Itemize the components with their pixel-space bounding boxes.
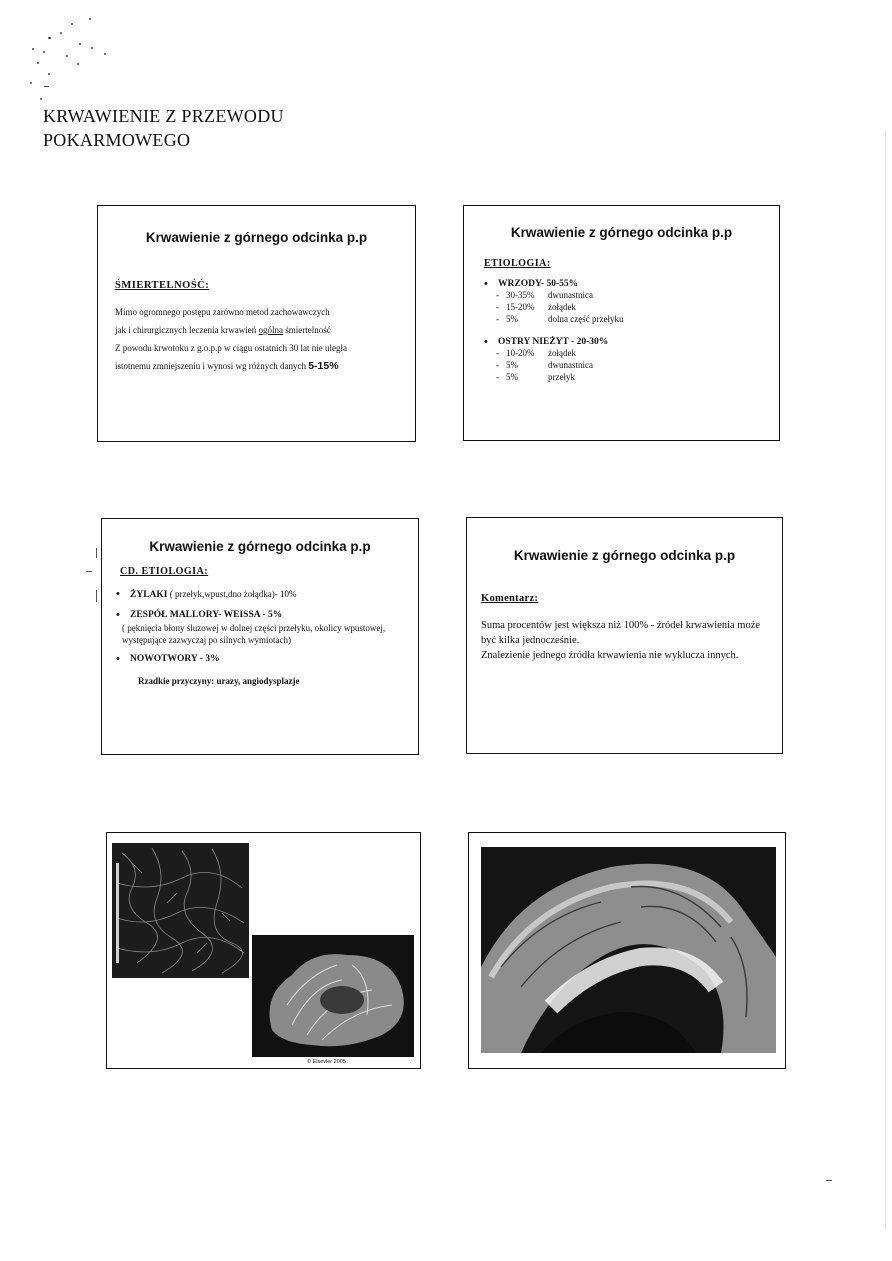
slide-mortality — [97, 205, 416, 442]
stomach-specimen-image — [252, 935, 414, 1057]
list-item-mallory-weiss: • ZESPÓŁ MALLORY- WEISSA - 5% — [116, 610, 408, 620]
scan-edge-line — [885, 130, 886, 1230]
item-percent: 30-35% — [506, 290, 535, 300]
scan-tick — [96, 548, 97, 558]
item-text: żołądek — [548, 348, 576, 358]
underlined-word: ogólna — [258, 325, 284, 335]
item-percent: 5% — [506, 372, 518, 382]
item-percent: 5% — [506, 360, 518, 370]
slide-body — [115, 303, 415, 375]
item-label: ŻYLAKI — [130, 590, 168, 600]
body-line: Z powodu krwotoku z g.o.p.p w ciągu ostatnich 30 lat nie uległa — [115, 343, 347, 353]
slide-etiology-continued — [101, 518, 419, 755]
comment-paragraph: Znalezienie jednego źródła krwawienia nie wyklucza innych. — [481, 650, 739, 661]
item-percent: 10-20% — [506, 348, 535, 358]
scan-speck — [86, 571, 92, 572]
item-text: dwunastnica — [548, 290, 593, 300]
esophagus-section-image — [481, 847, 776, 1053]
slide-comment — [466, 517, 783, 754]
item-percent: 15-20% — [506, 302, 535, 312]
esophagus-section-photo — [481, 847, 776, 1053]
list-item: - 15-20% żołądek — [496, 302, 576, 312]
list-item: - 10-20% żołądek — [496, 348, 576, 358]
item-percent: 5% — [506, 314, 518, 324]
section-heading: ETIOLOGIA: — [484, 258, 551, 269]
group-label: • WRZODY- 50-55% — [484, 279, 779, 289]
item-text: dwunastnica — [548, 360, 593, 370]
section-heading: CD. ETIOLOGIA: — [120, 566, 209, 577]
item-rest: ( przełyk,wpust,dno żołądka)- 10% — [167, 589, 297, 599]
item-text: żołądek — [548, 302, 576, 312]
mucosa-texture-image — [112, 843, 249, 978]
slide-title: Krwawienie z górnego odcinka p.p — [149, 539, 371, 554]
specimen-photo-1 — [112, 843, 249, 978]
slide-specimen-images — [106, 832, 421, 1069]
item-text: przełyk — [548, 372, 575, 382]
comment-body — [481, 618, 768, 663]
mallory-weiss-note: ( pęknięcia błony śluzowej w dolnej części przełyku, okolicy wpustowej, występujące zazwyczaj po silnych wymiotach) — [122, 623, 386, 645]
document-title-line-2: POKARMOWEGO — [43, 130, 191, 150]
list-item: - 5% dwunastnica — [496, 360, 593, 370]
slide-etiology — [463, 205, 780, 441]
etiology-list — [116, 589, 408, 686]
list-item-varices — [116, 589, 408, 600]
specimen-photo-2 — [252, 935, 414, 1057]
rare-causes: Rzadkie przyczyny: urazy, angiodysplazje — [138, 676, 300, 686]
etiology-group-gastritis — [484, 337, 779, 383]
document-title-line-1: KRWAWIENIE Z PRZEWODU — [43, 106, 284, 126]
group-label: • OSTRY NIEŻYT - 20-30% — [484, 337, 779, 347]
body-line-part: śmiertelność — [283, 325, 331, 335]
mortality-value: 5-15% — [308, 360, 339, 372]
body-line-part: istotnemu zmniejszeniu i wynosi wg różnych danych — [115, 361, 309, 371]
slide-title: Krwawienie z górnego odcinka p.p — [145, 230, 368, 245]
scan-tick — [96, 590, 97, 602]
slide-title: Krwawienie z górnego odcinka p.p — [513, 548, 736, 563]
list-item: - 5% przełyk — [496, 372, 575, 382]
list-item: - 30-35% dwunastnica — [496, 290, 593, 300]
item-text: dolna część przełyku — [548, 314, 624, 324]
body-line: Mimo ogromnego postępu zarówno metod zachowawczych — [115, 307, 330, 317]
section-heading: ŚMIERTELNOŚĆ: — [115, 280, 210, 291]
body-line-part: jak i chirurgicznych leczenia krwawień — [115, 325, 259, 335]
section-heading: Komentarz: — [481, 593, 539, 604]
document-title — [43, 104, 284, 152]
slide-title: Krwawienie z górnego odcinka p.p — [510, 225, 733, 240]
list-item-tumors: • NOWOTWORY - 3% — [116, 654, 408, 664]
comment-paragraph: Suma procentów jest większa niż 100% - źródeł krwawienia może być kilka jednocześnie. — [481, 620, 761, 646]
slide-esophagus-image — [468, 832, 786, 1069]
body-line — [115, 321, 415, 339]
image-caption: © Elsevier 2005 — [307, 1059, 346, 1065]
body-line — [115, 357, 415, 375]
list-item: - 5% dolna część przełyku — [496, 314, 624, 324]
etiology-group-ulcers — [484, 279, 779, 325]
